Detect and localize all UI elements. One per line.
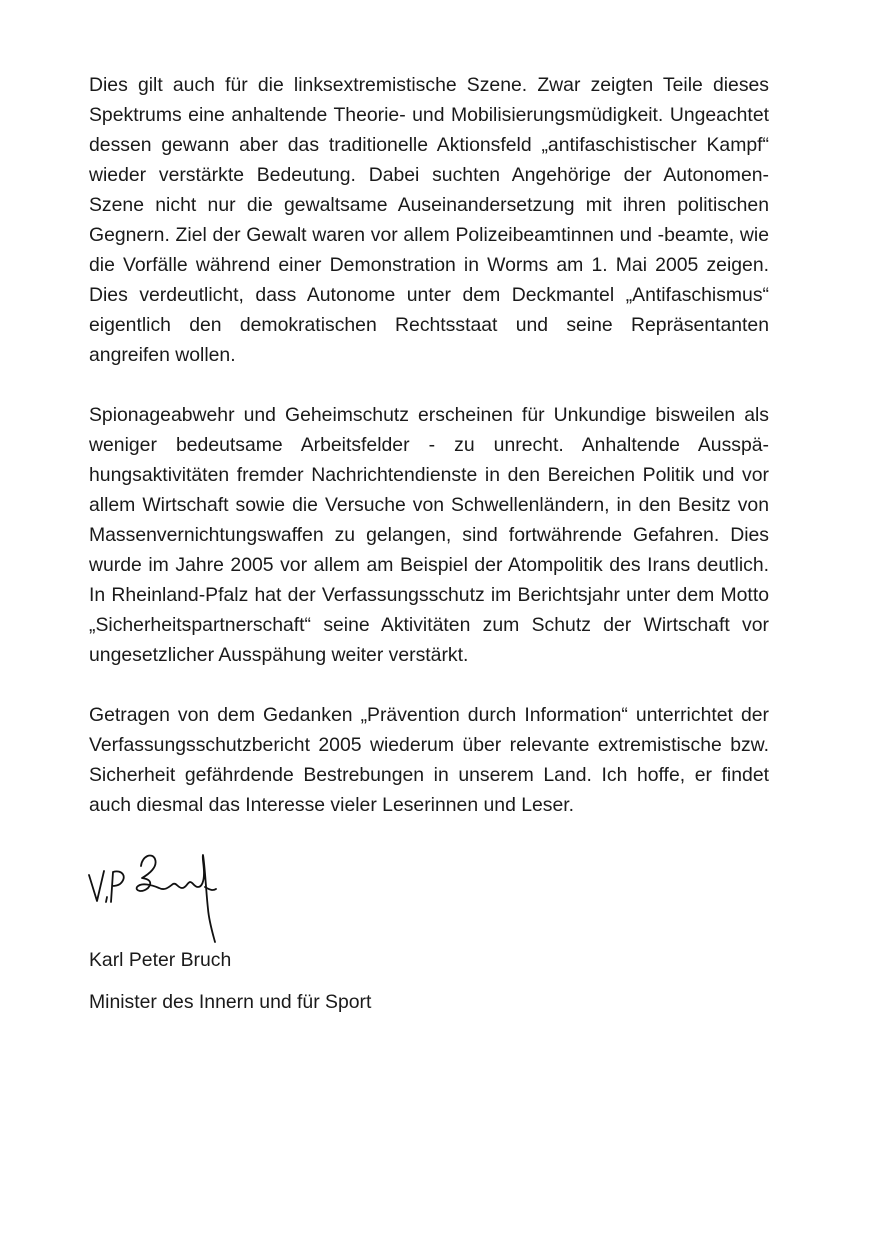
body-paragraph-3: Getragen von dem Gedanken „Prävention durch Information“ unterrichtet der Verfassungsschutzbericht 2005 wiederum über relevante extremistische bzw. Sicherheit gefährdende Bestrebungen in unserem Land. Ich hoffe, er findet auch diesmal das Interesse vieler Leserinnen und Leser. <box>89 704 769 816</box>
body-paragraph-1: Dies gilt auch für die linksextremistische Szene. Zwar zeigten Teile dieses Spektrums eine anhaltende Theorie- und Mobilisierungsmüdigkeit. Ungeachtet dessen gewann aber das traditionelle Aktionsfeld „antifaschistischer Kampf“ wieder verstärkte Bedeutung. Dabei suchten Angehörige der Autonomen-Szene nicht nur die gewaltsame Auseinandersetzung mit ihren politischen Gegnern. Ziel der Gewalt waren vor allem Polizeibeamtinnen und -beamte, wie die Vorfälle während einer Demonstration in Worms am 1. Mai 2005 zeigen. Dies verdeutlicht, dass Autonome unter dem Deckmantel „Antifaschismus“ eigentlich den demokratischen Rechtsstaat und seine Repräsentanten angreifen wollen. <box>89 74 769 366</box>
signer-title: Minister des Innern und für Sport <box>89 991 372 1013</box>
handwritten-signature <box>86 847 221 944</box>
body-paragraph-2: Spionageabwehr und Geheimschutz erscheinen für Unkundige bisweilen als weniger bedeutsame Arbeitsfelder - zu unrecht. Anhaltende Ausspähungsaktivitäten fremder Nachrichtendienste in den Bereichen Politik und vor allem Wirtschaft sowie die Versuche von Schwellenländern, in den Besitz von Massenvernichtungswaffen zu gelangen, sind fortwährende Gefahren. Dies wurde im Jahre 2005 vor allem am Beispiel der Atompolitik des Irans deutlich. In Rheinland-Pfalz hat der Verfassungsschutz im Berichtsjahr unter dem Motto „Sicherheitspartnerschaft“ seine Aktivitäten zum Schutz der Wirtschaft vor ungesetzlicher Ausspähung weiter verstärkt. <box>89 404 769 666</box>
signer-name: Karl Peter Bruch <box>89 949 232 971</box>
letter-page <box>89 70 769 1017</box>
